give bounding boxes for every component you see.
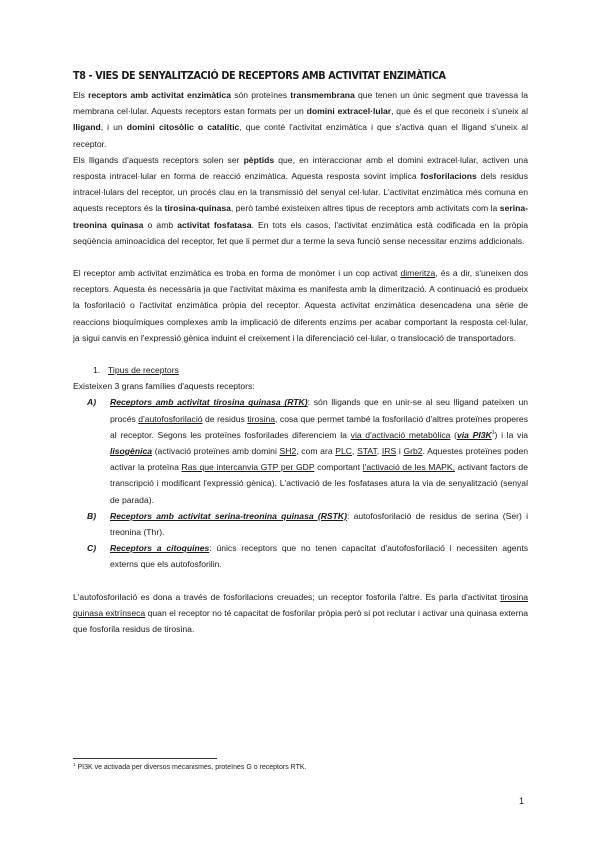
term-bold: fosforilacions <box>420 171 477 182</box>
list-marker: C) <box>87 543 97 554</box>
document-body <box>73 70 528 637</box>
section-number: 1. <box>93 365 101 376</box>
term-underlined: d'autofosforilació <box>138 413 203 424</box>
text: El receptor amb activitat enzimàtica es troba en forma de monòmer i un cop activat <box>73 268 401 279</box>
text: : autofosforilació de residus de serina (Ser) i treonina (Thr). <box>110 510 528 538</box>
term-underlined: via PI3K <box>456 429 492 440</box>
text: . Aquestes proteïnes poden activar la proteïna <box>110 446 529 473</box>
text: activant factors de transcripció i modificant l'expressió gènica). L'activació de les fosfatases atura la via de senyalització (senyal de parada). <box>110 462 528 505</box>
text: L'autofosforilació es dona a través de fosforilacions creuades; un receptor fosforila l'altre. Es parla d'activitat <box>73 591 501 602</box>
term-underlined: Grb2 <box>403 446 423 457</box>
family-name: Receptors a citoquines <box>110 543 210 554</box>
text: , <box>352 446 358 457</box>
text: : únics receptors que no tenen capacitat d'autofosforilació i necessiten agents externs que els autofosforilin. <box>110 543 529 570</box>
text: , és a dir, s'uneixen dos receptors. Aquesta és necessària ja que l'activitat màxima es manifesta amb la dimerització. A continuació es produeix la fosforilació o l'activitat enzimàtica pròpia del receptor. Aquesta activitat enzimàtica desencadena una sèrie de reaccions bioquímiques complexes amb la implicació de diferents enzims per acabar comportant la resposta cel·lular, ja sigui canvis en l'expressió gènica induint el creixement i la diferenciació cel·lular, o translocació de transportadors. <box>73 268 528 343</box>
text: , i un <box>100 122 127 133</box>
section-heading <box>93 362 528 378</box>
term-underlined: l'activació de les MAPK, <box>362 462 456 473</box>
term-bold: tirosina-quinasa <box>164 203 231 214</box>
text: i <box>396 446 404 457</box>
term-bold: pèptids <box>243 154 275 165</box>
term-underlined: Ras que intercanvia GTP per GDP <box>181 462 315 473</box>
term-underlined: STAT <box>357 446 377 457</box>
paragraph-ligands <box>73 152 528 249</box>
section-label: Tipus de receptors <box>108 365 179 376</box>
term-bold: domini citosòlic o catalític <box>126 122 240 133</box>
text: són proteïnes <box>231 90 291 100</box>
family-name: Receptors amb activitat serina-treonina quinasa (RSTK) <box>110 510 347 521</box>
text: Els lligands d'aquests receptors solen ser <box>73 154 244 165</box>
list-marker: B) <box>87 510 97 521</box>
footnote-text: PI3K ve activada per diversos mecanismes, proteïnes G o receptors RTK. <box>75 764 307 771</box>
term-underlined: lisogènica <box>110 446 153 457</box>
term-underlined: PLC <box>335 446 352 457</box>
footnote-divider <box>73 758 217 759</box>
term-underlined: IRS <box>381 446 397 457</box>
text: o amb <box>143 219 178 230</box>
document-title: T8 - VIES DE SENYALITZACIÓ DE RECEPTORS AMB ACTIVITAT ENZIMÀTICA <box>73 70 446 82</box>
text: ) i la via <box>494 429 529 440</box>
text: . En tots els casos, l'activitat enzimàtica està codificada en la pròpia seqüència aminoacídica del receptor, fet que li permet dur a terme la seva funció sense necessitar enzims addicionals. <box>73 219 528 246</box>
text: que, en interaccionar amb el domini extracel·lular, activen una resposta intracel·lular en forma de reacció enzimàtica. Aquesta resposta sovint implica <box>73 154 528 182</box>
term-bold: domini extracel·lular <box>306 106 392 117</box>
term-underlined: SH2 <box>279 446 297 457</box>
text: : són lligands que en unir-se al seu lligand pateixen un procés <box>110 397 529 424</box>
text: quan el receptor no té capacitat de fosforilar pròpia però si pot reclutar i activar una quinasa externa que fosforila residus de tirosina. <box>73 607 529 635</box>
paragraph-intro <box>73 87 528 152</box>
family-c <box>73 540 528 572</box>
paragraph-dimerization <box>73 265 528 346</box>
term-underlined: tirosina quinasa extrínseca <box>73 591 528 618</box>
text: Els <box>73 90 89 100</box>
term-bold: serina-treonina quinasa <box>73 203 528 230</box>
term-bold: transmembrana <box>290 90 355 100</box>
text: de residus <box>202 413 248 424</box>
term-underlined: dimeritza <box>400 268 436 279</box>
text: , que és el que reconeix i s'uneix al <box>391 106 528 117</box>
text: , <box>376 446 382 457</box>
text: , però també existeixen altres tipus de receptors amb activitats com la <box>230 203 500 214</box>
families-intro: Existeixen 3 grans famílies d'aquests receptors: <box>73 381 255 392</box>
list-marker: A) <box>87 397 97 408</box>
text: , com ara <box>296 446 336 457</box>
footnote <box>73 764 307 771</box>
text: , que conté l'activitat enzimàtica i que s'activa quan el lligand s'uneix al receptor. <box>73 122 528 149</box>
page-number: 1 <box>519 796 525 806</box>
footnote-ref[interactable]: 1 <box>491 429 495 436</box>
term-underlined: tirosina <box>247 413 276 424</box>
term-bold: receptors amb activitat enzimàtica <box>88 90 231 100</box>
text: , cosa que permet també la fosforilació d'altres proteïnes properes al receptor. Segons les proteïnes fosforilades diferenciem la <box>110 413 528 440</box>
footnote-mark: 1 <box>73 762 76 767</box>
text: (activació proteïnes amb domini <box>152 446 280 457</box>
family-b <box>73 508 528 540</box>
family-a <box>73 394 528 507</box>
term-bold: lligand <box>73 122 101 133</box>
text: dels residus intracel·lulars del receptor, un procés clau en la transmissió del senyal cel·lular. L'activitat enzimàtica més comuna en aquests receptors és la <box>73 171 528 214</box>
term-underlined: via d'activació metabòlica <box>350 429 451 440</box>
text: ( <box>450 429 457 440</box>
text: comportant <box>314 462 363 473</box>
text: que tenen un únic segment que travessa la membrana cel·lular. Aquests receptors estan formats per un <box>73 90 528 117</box>
term-bold: activitat fosfatasa <box>177 219 252 230</box>
paragraph-autophosphorylation <box>73 589 528 638</box>
family-name: Receptors amb activitat tirosina quinasa (RTK) <box>110 397 308 408</box>
